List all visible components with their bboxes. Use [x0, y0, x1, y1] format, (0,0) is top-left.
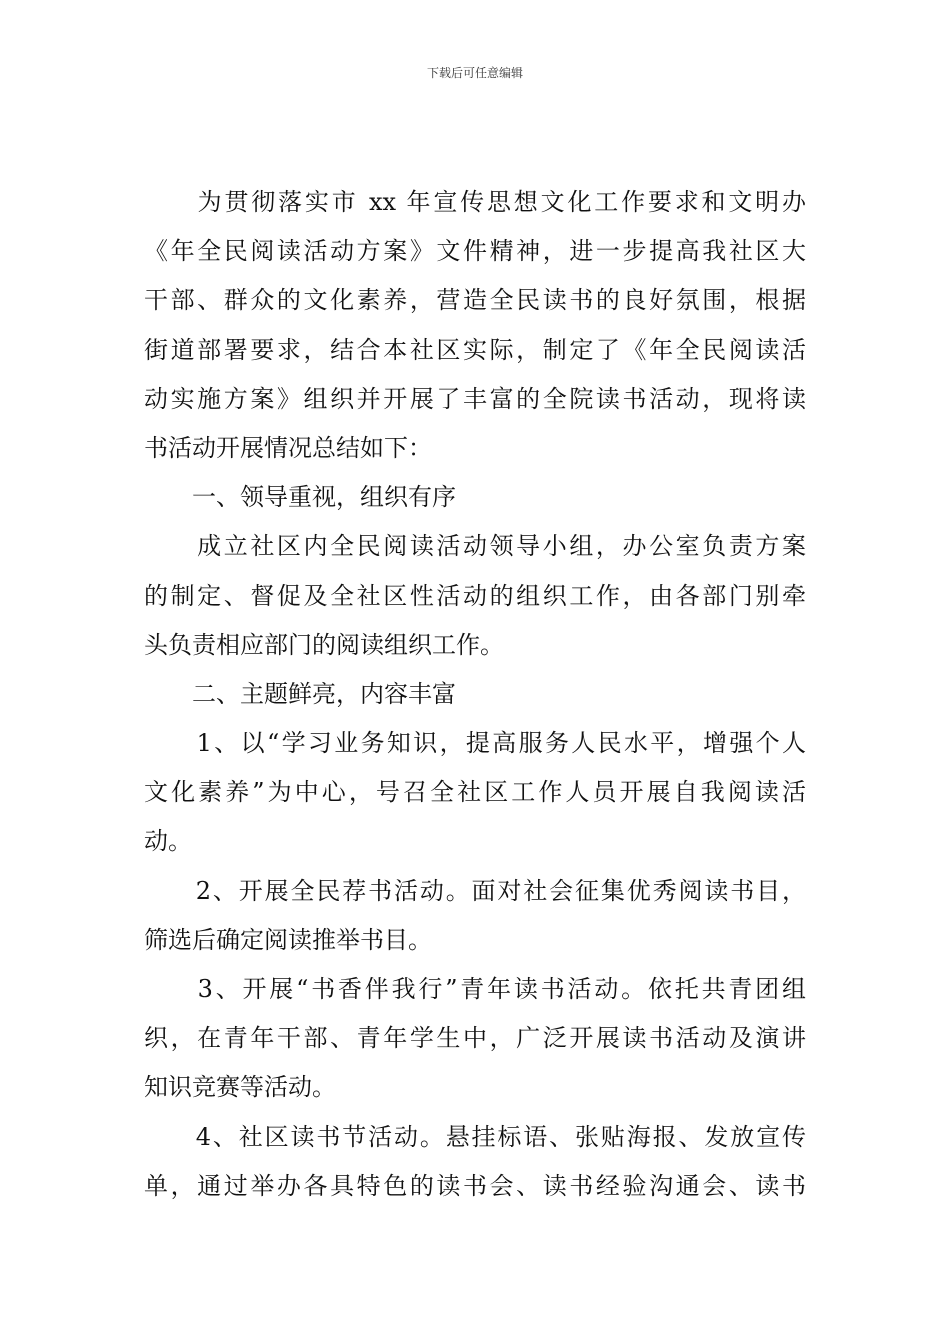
text-line: 4、社区读书节活动。悬挂标语、张贴海报、发放宣传	[144, 1122, 806, 1151]
page-header: 下载后可任意编辑	[426, 66, 523, 80]
text-line: 动实施方案》组织并开展了丰富的全院读书活动，现将读	[144, 384, 806, 413]
text-line: 单，通过举办各具特色的读书会、读书经验沟通会、读书	[144, 1171, 806, 1200]
text-line: 一、领导重视，组织有序	[144, 483, 456, 512]
text-line: 成立社区内全民阅读活动领导小组，办公室负责方案	[144, 532, 806, 561]
text-line: 的制定、督促及全社区性活动的组织工作，由各部门别牵	[144, 581, 806, 610]
text-line: 为贯彻落实市 xx 年宣传思想文化工作要求和文明办	[144, 188, 806, 216]
text-line: 街道部署要求，结合本社区实际，制定了《年全民阅读活	[144, 335, 806, 364]
text-line: 3、开展“书香伴我行”青年读书活动。依托共青团组	[144, 975, 806, 1003]
text-line: 2、开展全民荐书活动。面对社会征集优秀阅读书目，	[144, 876, 806, 905]
text-line: 动。	[144, 827, 192, 856]
text-line: 织，在青年干部、青年学生中，广泛开展读书活动及演讲	[144, 1024, 806, 1053]
text-line: 干部、群众的文化素养，营造全民读书的良好氛围，根据	[144, 286, 806, 315]
text-line: 书活动开展情况总结如下：	[144, 433, 432, 462]
text-line: 1、以“学习业务知识，提高服务人民水平，增强个人	[144, 729, 806, 758]
text-line: 筛选后确定阅读推举书目。	[144, 925, 432, 954]
document-body	[144, 178, 806, 1211]
text-line: 头负责相应部门的阅读组织工作。	[144, 630, 504, 659]
text-line: 二、主题鲜亮，内容丰富	[144, 679, 456, 708]
text-line: 知识竞赛等活动。	[144, 1073, 336, 1102]
text-line: 文化素养”为中心，号召全社区工作人员开展自我阅读活	[144, 778, 806, 807]
text-line: 《年全民阅读活动方案》文件精神，进一步提高我社区大	[144, 237, 806, 266]
